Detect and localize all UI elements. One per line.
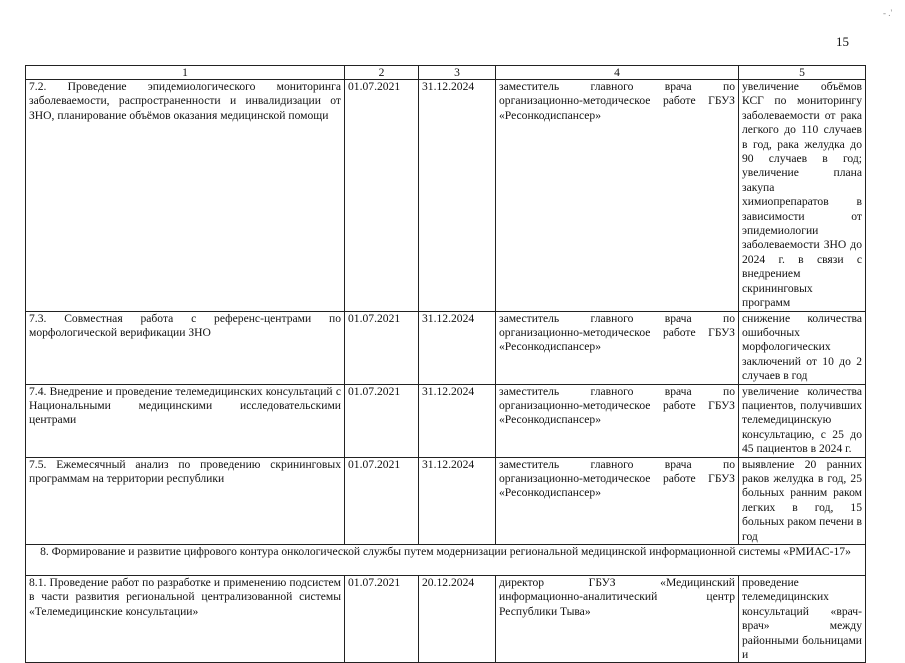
section-8-title: 8. Формирование и развитие цифрового контура онкологической службы путем модернизации региональной медицинской информационной системы «РМИАС-17» bbox=[26, 545, 866, 576]
end-date-cell: 31.12.2024 bbox=[419, 457, 496, 544]
table-row bbox=[26, 576, 866, 663]
end-date-cell: 20.12.2024 bbox=[419, 576, 496, 663]
result-cell: проведение телемедицинских консультаций «врач-врач» между районными больницами и bbox=[739, 576, 866, 663]
end-date-cell: 31.12.2024 bbox=[419, 384, 496, 457]
start-date-cell: 01.07.2021 bbox=[345, 384, 419, 457]
table-row bbox=[26, 384, 866, 457]
task-cell: 7.3. Совместная работа с референс-центрами по морфологической верификации ЗНО bbox=[26, 311, 345, 384]
responsible-cell: директор ГБУЗ «Медицинский информационно-аналитический центр Республики Тыва» bbox=[496, 576, 739, 663]
start-date-cell: 01.07.2021 bbox=[345, 457, 419, 544]
result-cell: снижение количества ошибочных морфологических заключений от 10 до 2 случаев в год bbox=[739, 311, 866, 384]
task-cell: 7.4. Внедрение и проведение телемедицинских консультаций с Национальными медицинскими исследовательскими центрами bbox=[26, 384, 345, 457]
table-row bbox=[26, 457, 866, 544]
task-cell: 7.2. Проведение эпидемиологического мониторинга заболеваемости, распространенности и инвалидизации от ЗНО, планирование объёмов оказания медицинской помощи bbox=[26, 80, 345, 312]
col-header-5: 5 bbox=[739, 66, 866, 80]
start-date-cell: 01.07.2021 bbox=[345, 311, 419, 384]
task-cell: 8.1. Проведение работ по разработке и применению подсистем в части развития региональной централизованной системы «Телемедицинские консультации» bbox=[26, 576, 345, 663]
table-row bbox=[26, 80, 866, 312]
result-cell: увеличение количества пациентов, получивших телемедицинскую консультацию, с 25 до 45 пациентов в 2024 г. bbox=[739, 384, 866, 457]
task-cell: 7.5. Ежемесячный анализ по проведению скрининговых программам на территории республики bbox=[26, 457, 345, 544]
responsible-cell: заместитель главного врача по организационно-методическое работе ГБУЗ «Ресонкодиспансер» bbox=[496, 311, 739, 384]
responsible-cell: заместитель главного врача по организационно-методическое работе ГБУЗ «Ресонкодиспансер» bbox=[496, 457, 739, 544]
result-cell: выявление 20 ранних раков желудка в год, 25 больных ранним раком легких в год, 15 больных раком печени в год bbox=[739, 457, 866, 544]
start-date-cell: 01.07.2021 bbox=[345, 80, 419, 312]
section-row bbox=[26, 545, 866, 576]
end-date-cell: 31.12.2024 bbox=[419, 311, 496, 384]
start-date-cell: 01.07.2021 bbox=[345, 576, 419, 663]
plan-table bbox=[25, 65, 866, 663]
responsible-cell: заместитель главного врача по организационно-методическое работе ГБУЗ «Ресонкодиспансер» bbox=[496, 384, 739, 457]
col-header-1: 1 bbox=[26, 66, 345, 80]
col-header-3: 3 bbox=[419, 66, 496, 80]
page-number: 15 bbox=[836, 34, 849, 49]
header-row bbox=[26, 66, 866, 80]
result-cell: увеличение объёмов КСГ по мониторингу заболеваемости от рака легкого до 110 случаев в год, рака желудка до 90 случаев в год; увеличение плана закупа химиопрепаратов в зависимости от эпидемиологии заболеваемости ЗНО до 2024 г. в связи с внедрением скрининговых программ bbox=[739, 80, 866, 312]
corner-mark: - .' bbox=[883, 8, 893, 18]
col-header-2: 2 bbox=[345, 66, 419, 80]
table-row bbox=[26, 311, 866, 384]
col-header-4: 4 bbox=[496, 66, 739, 80]
end-date-cell: 31.12.2024 bbox=[419, 80, 496, 312]
responsible-cell: заместитель главного врача по организационно-методическое работе ГБУЗ «Ресонкодиспансер» bbox=[496, 80, 739, 312]
